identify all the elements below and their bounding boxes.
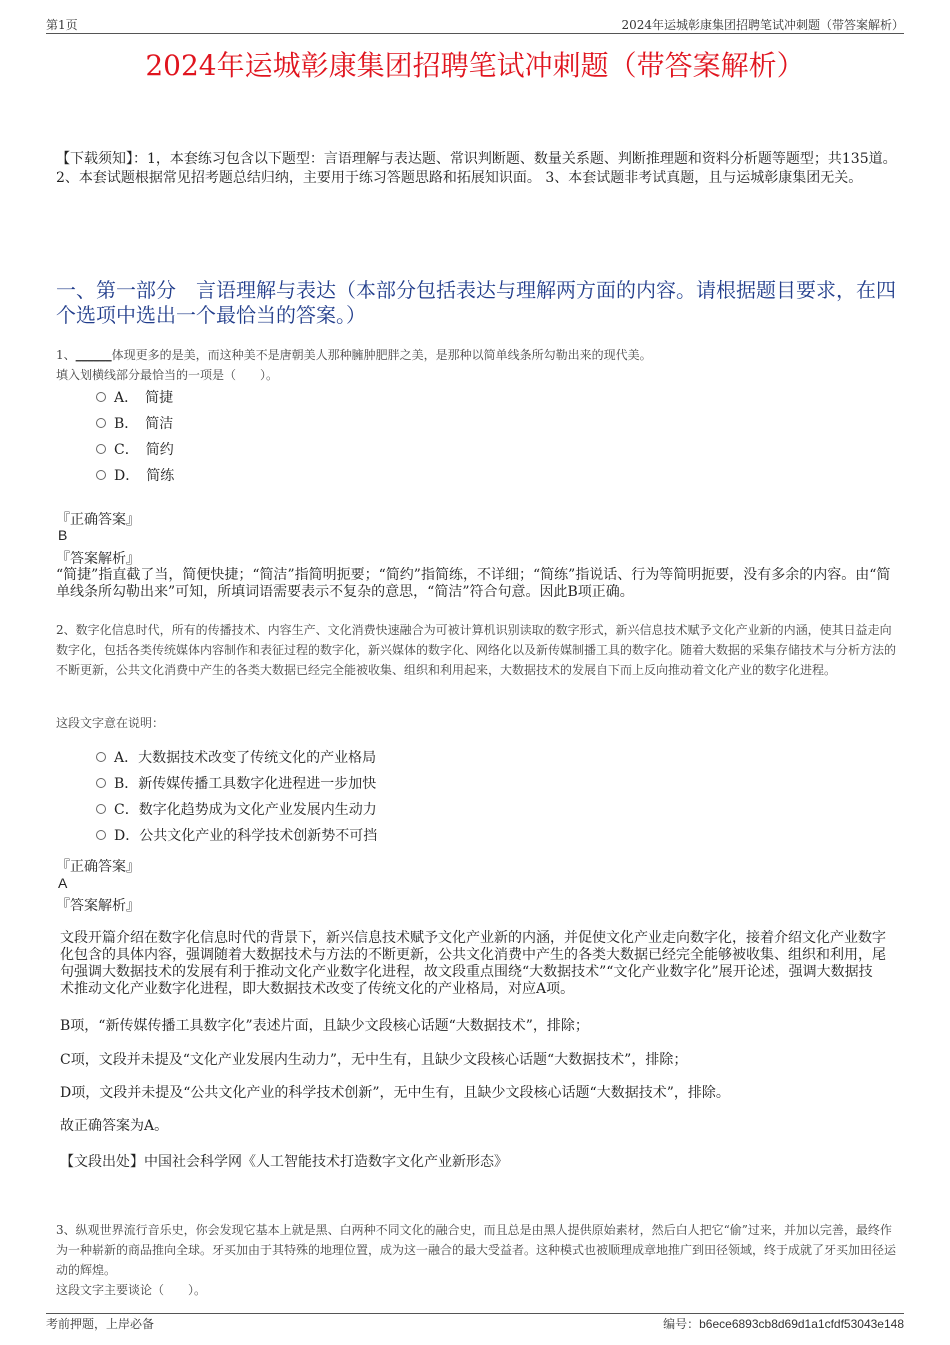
question-1-option-c[interactable]: C． 简约 [96,439,174,461]
question-1-analysis: “简捷”指直截了当，简便快捷；“简洁”指简明扼要；“简约”指简练，不详细；“简练”指说话、行为等简明扼要，没有多余的内容。由“简单线条所勾勒出来”可知，所填词语需要表示不复杂的意思，“简洁”符合句意。因此B项正确。 [56,567,891,600]
question-1-stem [56,345,906,385]
question-2-stem: 2、数字化信息时代，所有的传播技术、内容生产、文化消费快速融合为可被计算机识别读取的数字形式，新兴信息技术赋予文化产业新的内涵，使其日益走向数字化，包括各类传统媒体内容制作和表征过程的数字化，新兴媒体的数字化、网络化以及新传媒制播工具的数字化。随着大数据的采集存储技术与分析方法的不断更新，公共文化消费中产生的各类大数据已经完全能被收集、组织和利用起来，大数据技术的发展自下而上反向推动着文化产业的数字化进程。 [56,623,897,677]
question-2-analysis-b: B项，“新传媒传播工具数字化”表述片面，且缺少文段核心话题“大数据技术”，排除； [60,1018,589,1034]
question-1-blank: ______ [75,348,112,362]
radio-icon[interactable] [96,392,106,402]
question-3-prompt: 这段文字主要谈论（ ）。 [56,1283,207,1297]
document-title: 2024年运城彰康集团招聘笔试冲刺题（带答案解析） [145,49,805,82]
header-doc-title: 2024年运城彰康集团招聘笔试冲刺题（带答案解析） [621,18,904,32]
question-2-answer-label: 『正确答案』 [56,859,140,875]
question-1-prompt: 填入划横线部分最恰当的一项是（ ）。 [56,368,279,382]
question-1-answer: B [58,527,68,543]
question-2-source: 【文段出处】中国社会科学网《人工智能技术打造数字文化产业新形态》 [60,1154,508,1170]
question-1-options [96,387,174,487]
radio-icon[interactable] [96,830,106,840]
question-1-text: 体现更多的是美，而这种美不是唐朝美人那种臃肿肥胖之美，是那种以简单线条所勾勒出来的现代美。 [111,348,652,362]
question-2-options [96,747,377,847]
question-2-conclusion: 故正确答案为A。 [60,1118,169,1134]
question-3-stem: 3、纵观世界流行音乐史，你会发现它基本上就是黑、白两种不同文化的融合史，而且总是由黑人提供原始素材，然后白人把它“偷”过来，并加以完善，最终作为一种崭新的商品推向全球。牙买加由于其特殊的地理位置，成为这一融合的最大受益者。这种模式也被顺理成章地推广到田径领域，终于成就了牙买加田径运动的辉煌。 [56,1223,897,1277]
radio-icon[interactable] [96,752,106,762]
section-heading: 一、第一部分 言语理解与表达（本部分包括表达与理解两方面的内容。请根据题目要求，在四个选项中选出一个最恰当的答案。） [56,278,896,327]
radio-icon[interactable] [96,778,106,788]
question-2-option-c[interactable]: C．数字化趋势成为文化产业发展内生动力 [96,799,377,821]
footer-rule [46,1313,904,1314]
question-2-analysis-main: 文段开篇介绍在数字化信息时代的背景下，新兴信息技术赋予文化产业新的内涵，并促使文化产业走向数字化，接着介绍文化产业数字化包含的具体内容，强调随着大数据技术与方法的不断更新，公共文化消费中产生的各类大数据已经完全能够被收集、组织和利用，尾句强调大数据技术的发展有利于推动文化产业数字化进程，故文段重点围绕“大数据技术”“文化产业数字化”展开论述，强调大数据技术推动文化产业数字化进程，即大数据技术改变了传统文化的产业格局，对应A项。 [60,930,886,997]
radio-icon[interactable] [96,444,106,454]
radio-icon[interactable] [96,804,106,814]
question-1-analysis-label: 『答案解析』 [56,551,140,567]
page-number: 第1页 [46,18,78,32]
question-2-answer: A [58,875,68,891]
question-2-analysis-c: C项，文段并未提及“文化产业发展内生动力”，无中生有，且缺少文段核心话题“大数据技术”，排除； [60,1052,688,1068]
question-1-answer-label: 『正确答案』 [56,512,140,528]
question-1-option-a[interactable]: A． 简捷 [96,387,174,409]
question-1-number: 1、 [56,348,76,362]
download-notice: 【下载须知】：1，本套练习包含以下题型：言语理解与表达题、常识判断题、数量关系题、判断推理题和资料分析题等题型；共135道。 2、本套试题根据常见招考题总结归纳，主要用于练习答题思路和拓展知识面。 3、本套试题非考试真题，且与运城彰康集团无关。 [56,151,897,186]
question-2-analysis-label: 『答案解析』 [56,898,140,914]
question-2-option-d[interactable]: D．公共文化产业的科学技术创新势不可挡 [96,825,377,847]
footer-slogan: 考前押题，上岸必备 [46,1317,155,1331]
footer-code-value: b6ece6893cb8d69d1a1cfdf53043e148 [699,1317,904,1331]
question-2-option-a[interactable]: A．大数据技术改变了传统文化的产业格局 [96,747,377,769]
question-1-option-b[interactable]: B． 简洁 [96,413,174,435]
header-rule [46,33,904,34]
question-2-prompt: 这段文字意在说明： [56,716,165,730]
radio-icon[interactable] [96,418,106,428]
question-2-option-b[interactable]: B．新传媒传播工具数字化进程进一步加快 [96,773,377,795]
footer-code [663,1315,904,1332]
footer-code-label: 编号： [663,1317,700,1331]
question-2-analysis-d: D项，文段并未提及“公共文化产业的科学技术创新”，无中生有，且缺少文段核心话题“大数据技术”，排除。 [60,1085,730,1101]
radio-icon[interactable] [96,470,106,480]
question-1-option-d[interactable]: D． 简练 [96,465,174,487]
